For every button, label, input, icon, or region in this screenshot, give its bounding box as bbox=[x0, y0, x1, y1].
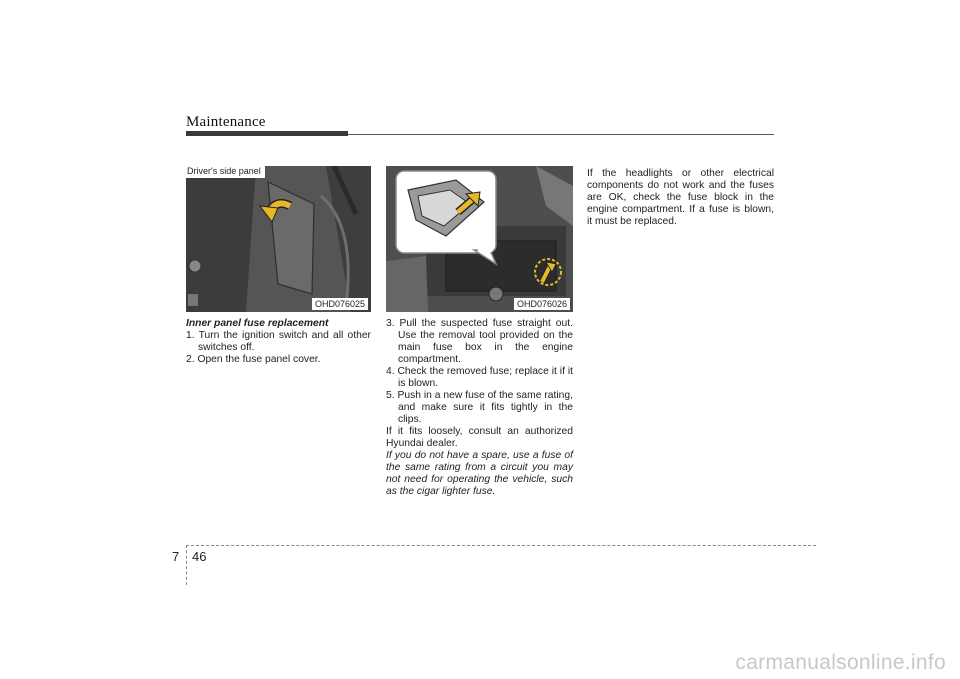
watermark: carmanualsonline.info bbox=[735, 651, 946, 674]
figure-drivers-panel bbox=[186, 166, 371, 312]
figure-code: OHD076025 bbox=[312, 298, 368, 310]
figure-caption: Driver's side panel bbox=[186, 166, 265, 178]
column-1 bbox=[186, 318, 371, 366]
footer-dashed-rule bbox=[186, 545, 816, 546]
chapter-number: 7 bbox=[172, 549, 180, 564]
figure-fuse-box bbox=[386, 166, 573, 312]
headlights-paragraph: If the headlights or other electrical components do not work and the fuses are OK, check the fuse block in the engine compartment. If a fuse is blown, it must be replaced. bbox=[587, 168, 774, 227]
fuse-box-illustration bbox=[386, 166, 573, 312]
section-title: Maintenance bbox=[186, 114, 266, 130]
step-4: 4. Check the removed fuse; replace it if it is blown. bbox=[386, 366, 573, 389]
header-rule-thin bbox=[348, 134, 774, 135]
figure-code: OHD076026 bbox=[514, 298, 570, 310]
drivers-panel-illustration bbox=[186, 166, 371, 312]
sub-heading: Inner panel fuse replacement bbox=[186, 318, 329, 329]
step-1: 1. Turn the ignition switch and all other switches off. bbox=[186, 330, 371, 353]
spare-fuse-note: If you do not have a spare, use a fuse of the same rating from a circuit you may not need for operating the vehicle, such as the cigar lighter fuse. bbox=[386, 450, 573, 497]
page-number: 46 bbox=[192, 549, 207, 564]
column-2 bbox=[386, 318, 573, 498]
step-3: 3. Pull the suspected fuse straight out. Use the removal tool provided on the main fuse box in the engine compartment. bbox=[386, 318, 573, 365]
step-5: 5. Push in a new fuse of the same rating, and make sure it fits tightly in the clips. bbox=[386, 390, 573, 425]
loose-fit-paragraph: If it fits loosely, consult an authorized Hyundai dealer. bbox=[386, 426, 573, 449]
header-rule-thick bbox=[186, 131, 348, 136]
step-2: 2. Open the fuse panel cover. bbox=[186, 354, 321, 365]
column-3 bbox=[587, 168, 774, 228]
footer-dashed-divider bbox=[186, 545, 187, 585]
